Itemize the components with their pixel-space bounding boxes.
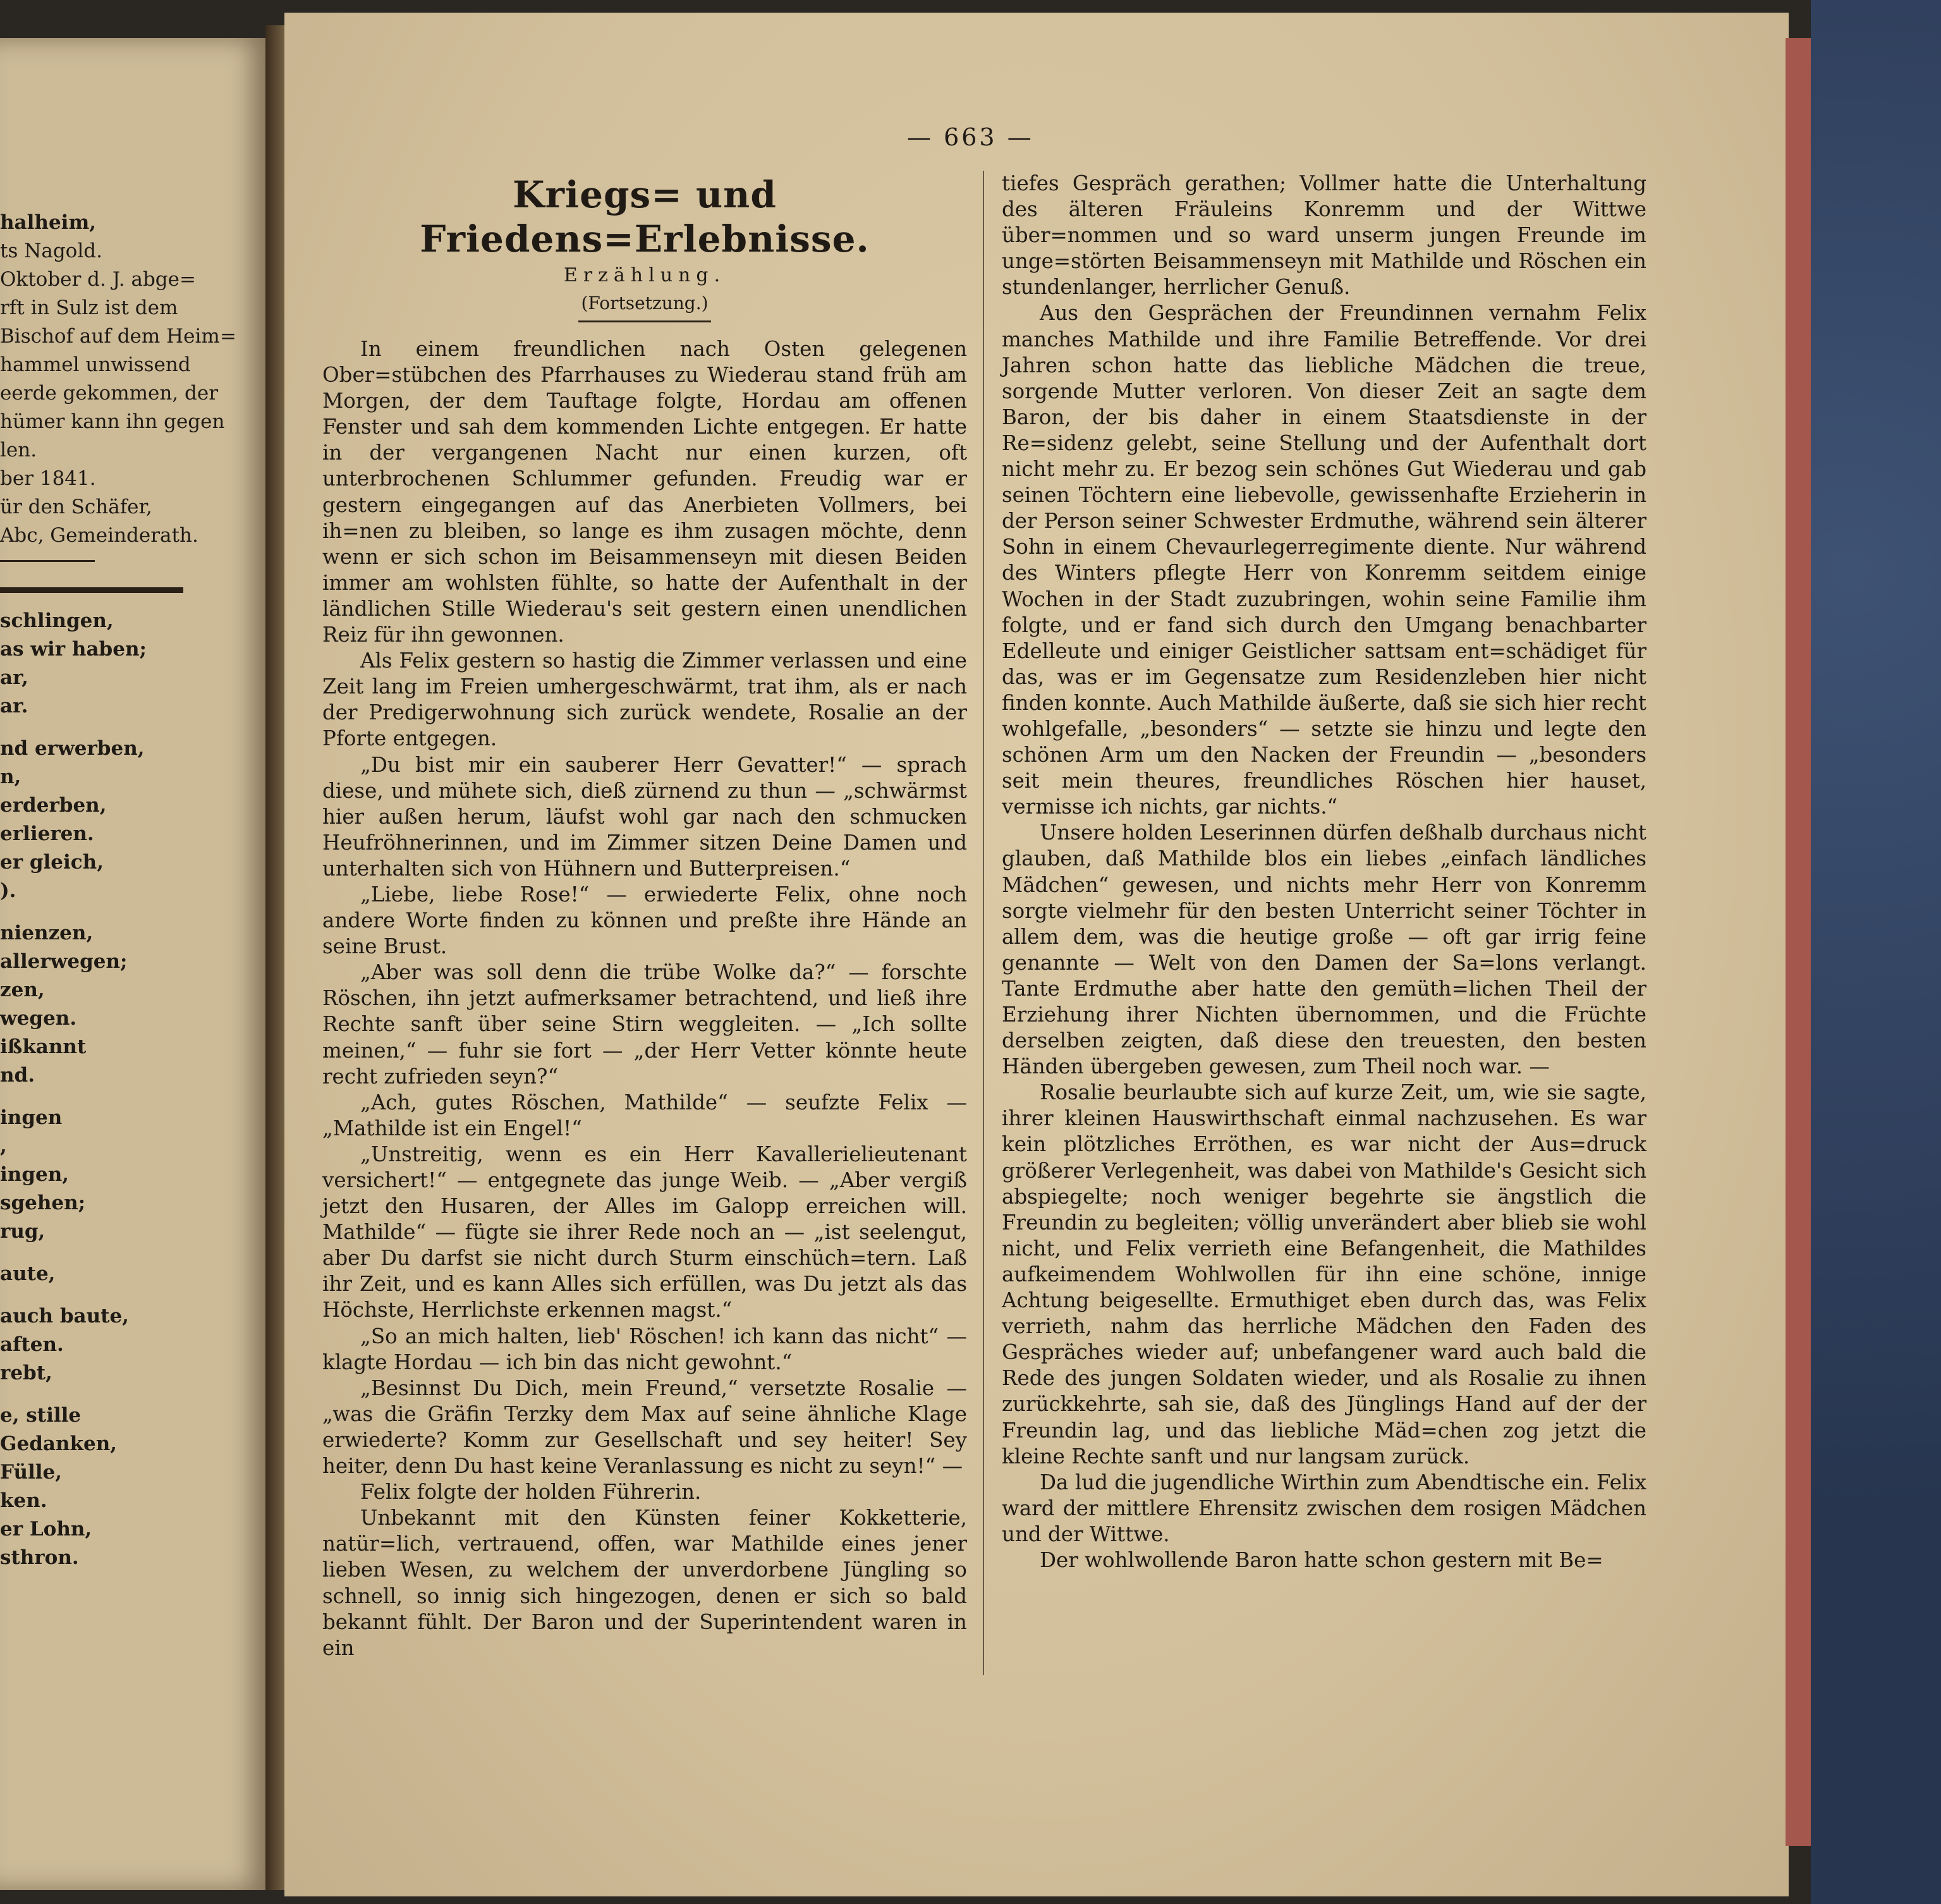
paragraph: In einem freundlichen nach Osten gelegenen Ober=stübchen des Pfarrhauses zu Wiederau stand früh am Morgen, der dem Tauftage folgte, Hordau am offenen Fenster und sah dem kommenden Lichte entgegen. Er hatte in der vergangenen Nacht nur einen kurzen, oft unterbrochenen Schlummer gefunden. Freudig war er gestern eingegangen auf das Anerbieten Vollmers, bei ih=nen zu bleiben, so lange es ihm zusagen möchte, denn wenn er sich schon im Beisammenseyn mit diesen Beiden immer am wohlsten fühlte, so hatte der Aufenthalt in der ländlichen Stille Wiederau's seit gestern einen unendlichen Reiz für ihn gewonnen. [322, 337, 967, 647]
text-line: ts Nagold. [0, 240, 102, 262]
text-line: nienzen, [0, 922, 94, 944]
text-line: hammel unwissend [0, 353, 191, 376]
text-line: ingen [0, 1106, 63, 1129]
paragraph: „Ach, gutes Röschen, Mathilde“ — seufzte Felix — „Mathilde ist ein Engel!“ [322, 1090, 967, 1140]
paragraph: „Unstreitig, wenn es ein Herr Kavallerielieutenant versichert!“ — entgegnete das junge Weib. — „Aber vergiß jetzt den Husaren, der Alles im Galopp erreichen will. Mathilde“ — fügte sie ihrer Rede noch an — „ist seelengut, aber Du darfst sie nicht durch Sturm einschüch=tern. Laß ihr Zeit, und es kann Alles sich erfüllen, was Du jetzt als das Höchste, Herrlichste erkennen magst.“ [322, 1142, 967, 1322]
text-line: halheim, [0, 211, 97, 234]
text-line: ber 1841. [0, 467, 96, 490]
text-line: as wir haben; [0, 638, 147, 661]
paragraph: Aus den Gesprächen der Freundinnen vernahm Felix manches Mathilde und ihre Familie Betreffende. Vor drei Jahren schon hatte das liebliche Mädchen die treue, sorgende Mutter verloren. Von dieser Zeit an sagte dem Baron, der bis daher in einem Staatsdienste in der Re=sidenz gelebt, seine Stellung und der Aufenthalt dort nicht mehr zu. Er bezog sein schönes Gut Wiederau und gab seinen Töchtern eine liebevolle, gewissenhafte Erzieherin in der Person seiner Schwester Erdmuthe, während sein älterer Sohn in einem Chevaurlegerregimente diente. Nur während des Winters pflegte Herr von Konremm seitdem einige Wochen in der Stadt zuzubringen, wohin seine Familie ihm folgte, und er fand sich durch den Umgang benachbarter Edelleute und einiger Geistlicher sattsam ent=schädiget für das, was er im Gegensatze zum Residenzleben hier nicht finden konnte. Auch Mathilde äußerte, daß sie sich hier recht wohlgefalle, „besonders“ — setzte sie hinzu und legte den schönen Arm um den Nacken der Freundin — „besonders seit mein theures, freundliches Röschen hier hauset, vermisse ich nichts, gar nichts.“ [1002, 301, 1646, 819]
text-line: len. [0, 439, 37, 461]
text-line: zen, [0, 979, 45, 1001]
title-rule [578, 320, 711, 322]
text-line: ar, [0, 666, 28, 689]
paragraph: „Besinnst Du Dich, mein Freund,“ versetzte Rosalie — „was die Gräfin Terzky dem Max auf seine ähnliche Klage erwiederte? Komm zur Gesellschaft und sey heiter! Sey heiter, denn Du hast keine Veranlassung es nicht zu seyn!“ — [322, 1376, 967, 1479]
text-line: nd. [0, 1064, 35, 1087]
text-line: sgehen; [0, 1192, 86, 1214]
article-title: Kriegs= und Friedens=Erlebnisse. [420, 173, 870, 260]
text-line: schlingen, [0, 609, 114, 632]
page-number: — 663 — [907, 123, 1034, 151]
left-page-text [0, 209, 259, 1572]
left-page [0, 38, 272, 1890]
paragraph: „So an mich halten, lieb' Röschen! ich kann das nicht“ — klagte Hordau — ich bin das nicht gewohnt.“ [322, 1324, 967, 1374]
text-line: ar. [0, 695, 28, 717]
text-line: nd erwerben, [0, 737, 145, 760]
text-line: erderben, [0, 794, 107, 817]
text-line: Fülle, [0, 1461, 63, 1484]
text-line: ür den Schäfer, [0, 496, 152, 518]
text-line: , [0, 1135, 7, 1157]
paragraph: „Liebe, liebe Rose!“ — erwiederte Felix, ohne noch andere Worte finden zu können und preßte ihre Hände an seine Brust. [322, 882, 967, 959]
text-line: allerwegen; [0, 950, 128, 973]
text-line: rft in Sulz ist dem [0, 296, 178, 319]
paragraph: Als Felix gestern so hastig die Zimmer verlassen und eine Zeit lang im Freien umhergeschwärmt, trat ihm, als er nach der Predigerwohnung sich zurück wendete, Rosalie an der Pforte entgegen. [322, 649, 967, 751]
text-line: er Lohn, [0, 1518, 92, 1541]
page-edge [1786, 38, 1811, 1846]
paragraph: tiefes Gespräch gerathen; Vollmer hatte die Unterhaltung des älteren Fräuleins Konremm und der Wittwe über=nommen und so ward unserm jungen Freunde im unge=störten Beisammenseyn mit Mathilde und Röschen ein stundenlanger, herrlicher Genuß. [1002, 171, 1646, 300]
paragraph: Unsere holden Leserinnen dürfen deßhalb durchaus nicht glauben, daß Mathilde blos ein liebes „einfach ländliches Mädchen“ gewesen, und nichts mehr Herr von Konremm sorgte vielmehr für den besten Unterricht seiner Töchter in allem dem, was die heutige große — oft gar irrig feine genannte — Welt von den Damen der Sa=lons verlangt. Tante Erdmuthe aber hatte den gemüth=lichen Theil der Erziehung ihrer Nichten übernommen, und die Früchte derselben zeigten, daß diese den treuesten, den besten Händen übergeben gewesen, zum Theil noch war. — [1002, 821, 1646, 1079]
text-line: ). [0, 879, 16, 902]
paragraph: Der wohlwollende Baron hatte schon gestern mit Be= [1040, 1547, 1603, 1572]
column-divider [983, 171, 984, 1675]
text-line: e, stille [0, 1404, 82, 1427]
text-line: sthron. [0, 1546, 79, 1569]
text-line: Abc, Gemeinderath. [0, 524, 198, 547]
paragraph: Unbekannt mit den Künsten feiner Kokketterie, natür=lich, vertrauend, offen, war Mathilde eines jener lieben Wesen, zu welchem der unverdorbene Jüngling so schnell, so innig sich hingezogen, denen er sich so bald bekannt fühlt. Der Baron und der Superintendent waren in ein [322, 1506, 967, 1660]
text-line: rebt, [0, 1362, 52, 1384]
book-cover [1811, 0, 1941, 1904]
text-line: aute, [0, 1262, 56, 1285]
continuation-note: (Fortsetzung.) [581, 293, 709, 314]
text-line: ingen, [0, 1163, 70, 1186]
text-line: eerde gekommen, der [0, 382, 219, 405]
text-line: erlieren. [0, 822, 94, 845]
text-line: er gleich, [0, 851, 104, 874]
text-line: ken. [0, 1489, 47, 1512]
text-line: n, [0, 766, 21, 788]
heavy-rule [0, 587, 183, 593]
text-line: auch baute, [0, 1305, 129, 1327]
article-column-2 [1002, 171, 1646, 1573]
article-subtitle: Erzählung. [563, 264, 726, 286]
paragraph: „Aber was soll denn die trübe Wolke da?“ — forschte Röschen, ihn jetzt aufmerksamer betrachtend, und ließ ihre Rechte sanft über seine Stirn weggleiten. — „Ich sollte meinen,“ — fuhr sie fort — „der Herr Vetter könnte heute recht zufrieden seyn?“ [322, 960, 967, 1089]
paragraph: „Du bist mir ein sauberer Herr Gevatter!“ — sprach diese, und mühete sich, dieß zürnend zu thun — „schwärmst hier außen herum, läufst wohl gar nach den schmucken Heufröhnerinnen, und im Zimmer sitzen Deine Damen und unterhalten sich von Hühnern und Butterpreisen.“ [322, 752, 967, 881]
paragraph: Da lud die jugendliche Wirthin zum Abendtische ein. Felix ward der mittlere Ehrensitz zwischen dem rosigen Mädchen und der Wittwe. [1002, 1470, 1646, 1546]
article-column-1 [322, 161, 967, 1661]
paragraph: Felix folgte der holden Führerin. [360, 1480, 702, 1504]
text-line: ißkannt [0, 1035, 87, 1058]
section-rule [0, 560, 95, 562]
text-line: hümer kann ihn gegen [0, 410, 225, 433]
text-line: aften. [0, 1333, 64, 1356]
text-line: rug, [0, 1220, 46, 1243]
text-line: Gedanken, [0, 1432, 118, 1455]
text-line: Oktober d. J. abge= [0, 268, 196, 291]
text-line: wegen. [0, 1007, 77, 1030]
text-line: Bischof auf dem Heim= [0, 325, 236, 348]
paragraph: Rosalie beurlaubte sich auf kurze Zeit, um, wie sie sagte, ihrer kleinen Hauswirthschaft einmal nachzusehen. Es war kein plötzliches Erröthen, es war nicht der Aus=druck größerer Verlegenheit, was dabei von Mathilde's Gesicht sich abspiegelte; noch weniger begehrte sie ängstlich die Freundin zu begleiten; völlig unverändert aber blieb sie wohl nicht, und Felix verrieth eine Befangenheit, die Mathildes aufkeimendem Wohlwollen für ihn eine schöne, innige Achtung beigesellte. Ermuthiget eben durch das, was Felix verrieth, nahm das herrliche Mädchen den Faden des Gespräches wieder auf; unbefangener ward auch bald die Rede des jungen Soldaten wieder, und als Rosalie zu ihnen zurückkehrte, sah sie, daß des Jünglings Hand auf der der Freundin lag, und das liebliche Mäd=chen zog jetzt die kleine Rechte sanft und nur langsam zurück. [1002, 1080, 1646, 1468]
